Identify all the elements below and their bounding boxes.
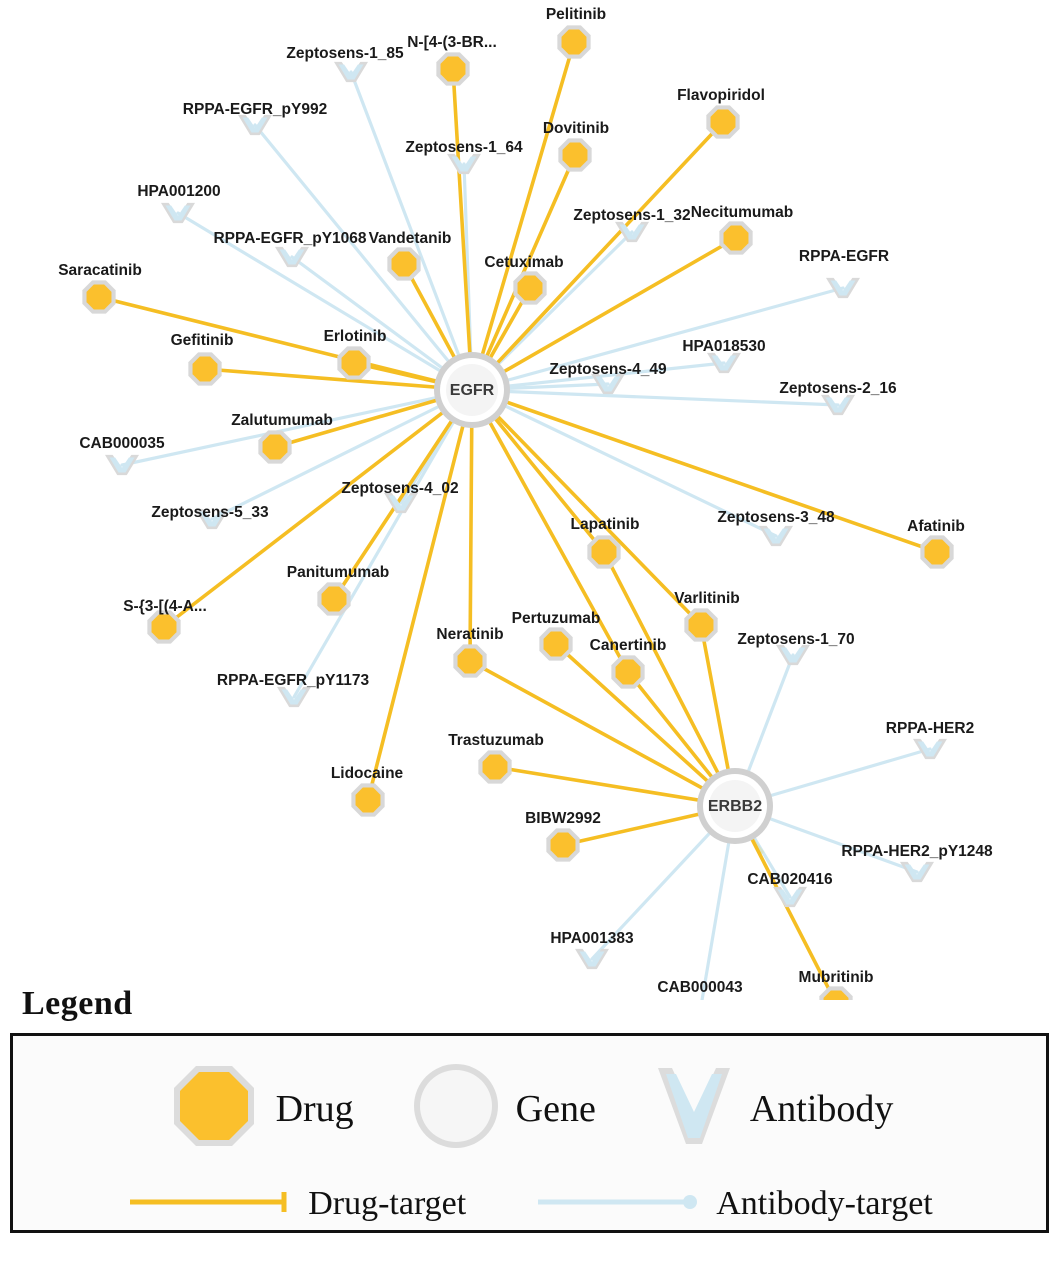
node-label: RPPA-HER2 [885,720,975,738]
node-label: Erlotinib [323,328,387,346]
drug-node[interactable] [557,25,590,58]
drug-target-edge-icon [126,1190,296,1219]
node-label: Flavopiridol [677,87,765,105]
drug-node[interactable] [546,828,579,861]
antibody-target-edge-icon [534,1190,704,1219]
node-label: Dovitinib [542,120,610,138]
node-label: RPPA-EGFR [798,248,890,266]
gene-circle-icon [410,1060,502,1157]
gene-label: ERBB2 [707,798,763,816]
node-label: Vandetanib [368,230,452,248]
node-label: Lidocaine [330,765,404,783]
node-label: Zeptosens-1_85 [286,45,404,63]
drug-node[interactable] [611,655,644,688]
legend-item-gene [410,1060,596,1157]
drug-node[interactable] [82,280,115,313]
node-label: CAB000043 [657,979,743,997]
node-label: Mubritinib [798,969,874,987]
legend-label-drug-target: Drug-target [308,1185,467,1222]
drug-octagon-icon [166,1058,262,1159]
drug-node[interactable] [920,535,953,568]
antibody-vee-icon [652,1060,736,1157]
node-label: Pelitinib [545,6,607,24]
drug-node[interactable] [453,644,486,677]
legend-edge-antibody-target [534,1185,933,1223]
drug-node[interactable] [436,52,469,85]
node-label: RPPA-EGFR_pY1068 [213,230,367,248]
drug-node[interactable] [337,346,370,379]
node-label: RPPA-EGFR_pY1173 [216,672,370,690]
legend-label-drug: Drug [275,1087,354,1130]
legend-item-antibody [652,1060,894,1157]
drug-node[interactable] [147,610,180,643]
node-label: Canertinib [589,637,667,655]
drug-node[interactable] [558,138,591,171]
node-label: Saracatinib [58,262,142,280]
legend-label-antibody: Antibody [749,1087,894,1130]
node-label: Zeptosens-1_64 [405,139,523,157]
node-label: S-{3-[(4-A... [123,598,207,616]
node-label: Varlitinib [674,590,740,608]
gene-node[interactable] [697,768,773,844]
drug-node[interactable] [478,750,511,783]
node-label: RPPA-EGFR_pY992 [182,101,328,119]
legend [0,985,1059,1233]
gene-label: EGFR [449,382,495,400]
legend-box [10,1033,1049,1233]
node-label: Zeptosens-3_48 [717,509,835,527]
node-label: HPA001383 [550,930,634,948]
node-label: Zeptosens-1_70 [737,631,855,649]
legend-label-antibody-target: Antibody-target [716,1185,933,1222]
node-label: BIBW2992 [525,810,601,828]
node-label: CAB000035 [79,435,165,453]
node-label: Cetuximab [484,254,564,272]
node-label: Zeptosens-5_33 [151,504,269,522]
node-label: Zeptosens-4_49 [549,361,667,379]
node-label: Zalutumumab [231,412,333,430]
drug-node[interactable] [706,105,739,138]
drug-node[interactable] [258,430,291,463]
node-label: N-[4-(3-BR... [407,34,497,52]
node-label: Zeptosens-2_16 [779,380,897,398]
node-label: Trastuzumab [448,732,544,750]
drug-node[interactable] [587,535,620,568]
node-label: Neratinib [436,626,504,644]
node-label: Zeptosens-4_02 [341,480,459,498]
drug-node[interactable] [188,352,221,385]
legend-edge-drug-target [126,1185,466,1223]
node-label: CAB020416 [747,871,833,889]
drug-node[interactable] [513,271,546,304]
node-label: Pertuzumab [511,610,601,628]
node-label: Necitumumab [690,204,794,222]
legend-title: Legend [22,985,133,1022]
legend-edges-row [13,1159,1046,1223]
drug-node[interactable] [539,627,572,660]
node-label: RPPA-HER2_pY1248 [841,843,993,861]
legend-label-gene: Gene [515,1087,596,1130]
node-label: Gefitinib [170,332,234,350]
legend-item-drug [166,1058,354,1159]
node-label: Zeptosens-1_32 [573,207,691,225]
node-label: HPA018530 [682,338,766,356]
node-label: Afatinib [907,518,965,536]
node-label: Lapatinib [570,516,640,534]
drug-node[interactable] [387,247,420,280]
node-label: HPA001200 [137,183,221,201]
gene-node[interactable] [434,352,510,428]
node-label: Panitumumab [286,564,390,582]
drug-node[interactable] [351,783,384,816]
drug-node[interactable] [317,582,350,615]
drug-node[interactable] [719,221,752,254]
legend-shapes-row [13,1036,1046,1159]
drug-node[interactable] [684,608,717,641]
